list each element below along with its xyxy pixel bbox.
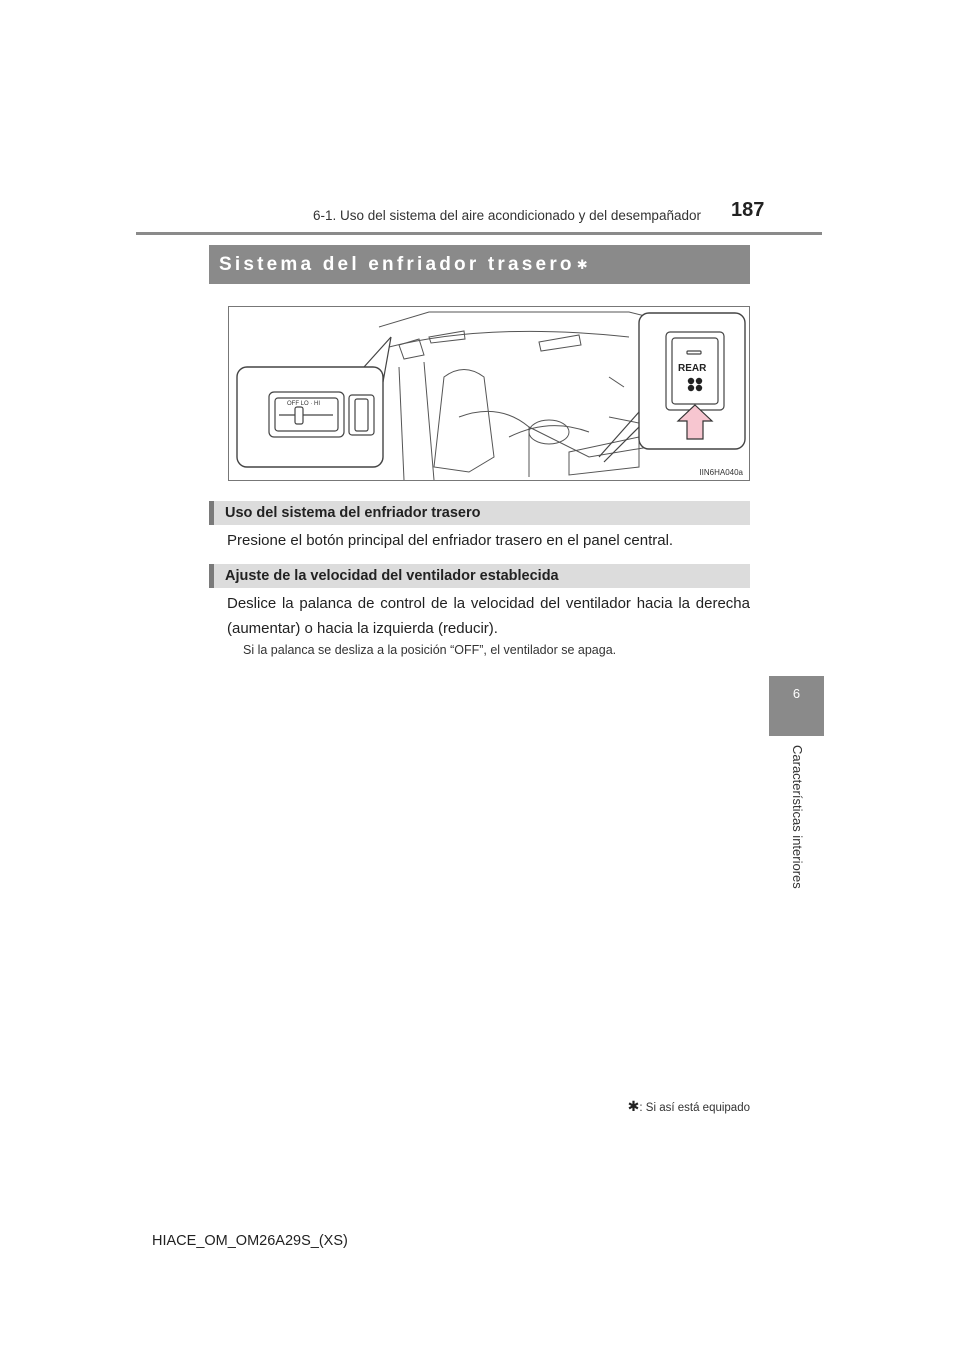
figure-code: IIN6HA040a [699,468,743,477]
section-title: Sistema del enfriador trasero [219,253,575,275]
chapter-tab [769,676,824,736]
figure-rear-cooler [228,306,750,481]
chapter-tab-number: 6 [792,686,801,701]
document-id: HIACE_OM_OM26A29S_(XS) [152,1233,348,1249]
paragraph-fan-speed: Deslice la palanca de control de la velocidad del ventilador hacia la derecha (aumentar) o hacia la izquierda (reducir). [227,595,750,637]
equipped-star-icon: ✱ [576,256,588,272]
chapter-subtitle: 6-1. Uso del sistema del aire acondicionado y del desempañador [313,208,701,223]
figure-illustration [229,307,749,480]
section-title-bar [209,245,750,284]
page-number: 187 [731,199,765,221]
header-rule [136,232,822,235]
note-off-position: Si la palanca se desliza a la posición “OFF”, el ventilador se apaga. [243,643,617,657]
footnote-text: : Si así está equipado [639,1102,750,1114]
slider-scale-labels: OFF LO · HI [287,401,320,407]
footnote [620,1098,750,1115]
rear-button-label: REAR [678,363,707,374]
chapter-tab-label: Características interiores [790,745,805,889]
footnote-star-icon: ✱ [627,1098,640,1114]
subsection-heading-fan-speed: Ajuste de la velocidad del ventilador establecida [209,564,750,588]
subsection-heading-use: Uso del sistema del enfriador trasero [209,501,750,525]
paragraph-use: Presione el botón principal del enfriador trasero en el panel central. [227,532,674,549]
